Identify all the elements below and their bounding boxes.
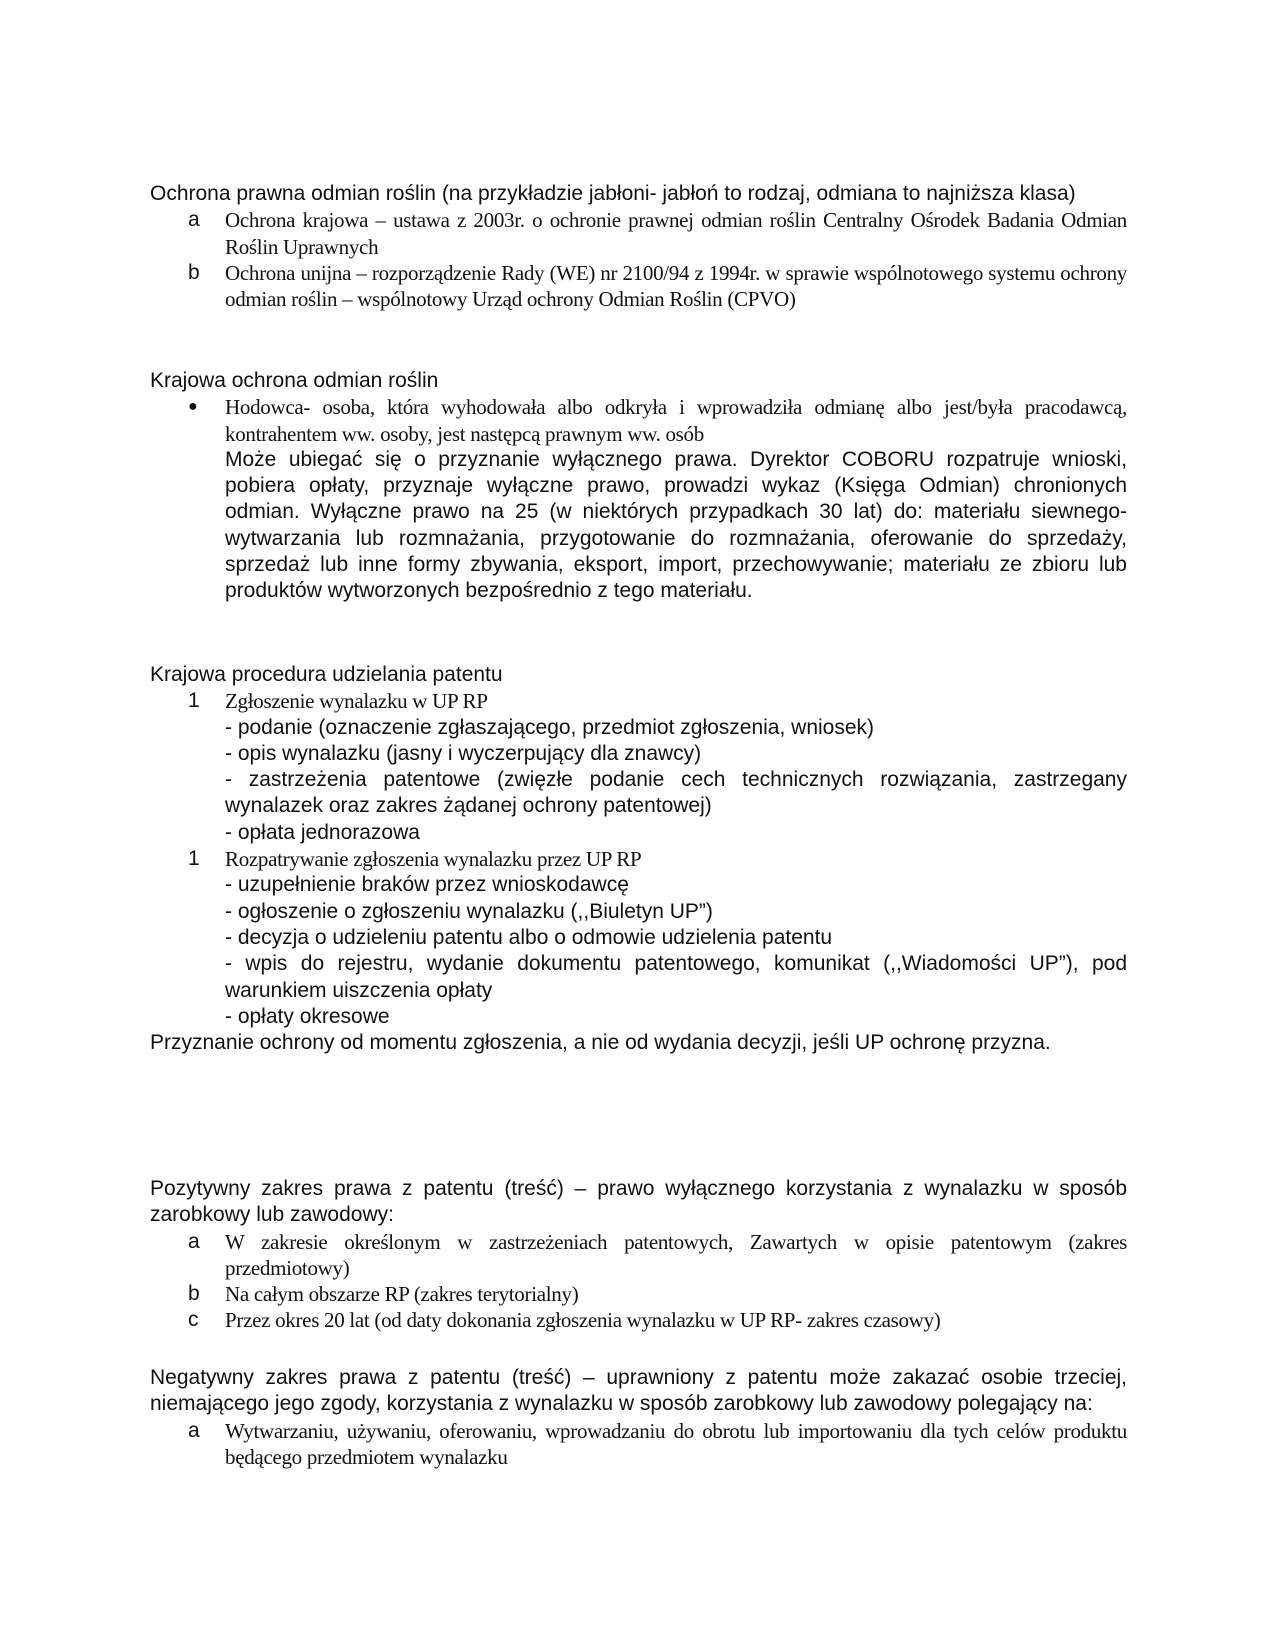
list-item-text: Wytwarzaniu, używaniu, oferowaniu, wprowadzaniu do obrotu lub importowaniu dla tych celów produktu będącego przedmiotem wynalazku xyxy=(225,1418,1127,1469)
section-national-protection xyxy=(150,368,1127,605)
list-item xyxy=(150,1307,1127,1333)
list-item-text: Ochrona krajowa – ustawa z 2003r. o ochronie prawnej odmian roślin Centralny Ośrodek Badania Odmian Roślin Uprawnych xyxy=(225,208,1127,259)
section-patent-procedure xyxy=(150,662,1127,1056)
step-line: - opis wynalazku (jasny i wyczerpujący dla znawcy) xyxy=(225,741,702,765)
step-line: - opłaty okresowe xyxy=(225,1004,390,1028)
closing-paragraph: Przyznanie ochrony od momentu zgłoszenia, a nie od wydania decyzji, jeśli UP ochronę przyzna. xyxy=(150,1031,1051,1055)
list-item xyxy=(150,1229,1127,1282)
list-item xyxy=(150,1281,1127,1307)
step-line: - opłata jednorazowa xyxy=(225,820,420,844)
step-title: Rozpatrywanie zgłoszenia wynalazku przez UP RP xyxy=(225,847,642,872)
step-line: - ogłoszenie o zgłoszeniu wynalazku (,,Biuletyn UP”) xyxy=(225,899,713,923)
procedure-step xyxy=(150,846,1127,1030)
bullet-icon: ● xyxy=(188,398,198,416)
list-marker: 1 xyxy=(188,847,200,871)
list-item xyxy=(150,260,1127,313)
section-heading: Krajowa procedura udzielania patentu xyxy=(150,663,503,686)
list-item-text: W zakresie określonym w zastrzeżeniach patentowych, Zawartych w opisie patentowym (zakres przedmiotowy) xyxy=(225,1229,1127,1280)
section-heading: Pozytywny zakres prawa z patentu (treść) – prawo wyłącznego korzystania z wynalazku w sposób zarobkowy lub zawodowy: xyxy=(150,1177,1127,1227)
list-marker: a xyxy=(188,208,200,232)
list-item xyxy=(150,1418,1127,1471)
procedure-step xyxy=(150,688,1127,846)
paragraph: Może ubiegać się o przyznanie wyłącznego prawa. Dyrektor COBORU rozpatruje wnioski, pobiera opłaty, przyznaje wyłączne prawo, prowadzi wykaz (Księga Odmian) chronionych odmian. Wyłączne prawo na 25 (w niektórych przypadkach 30 lat) do: materiału siewnego- wytwarzania lub rozmnażania, przygotowanie do rozmnażania, oferowanie do sprzedaży, sprzedaż lub inne formy zbywania, eksport, import, przechowywanie; materiału ze zbioru lub produktów wytworzonych bezpośrednio z tego materiału. xyxy=(225,447,1127,603)
section-negative-scope xyxy=(150,1365,1127,1470)
step-line: - podanie (oznaczenie zgłaszającego, przedmiot zgłoszenia, wniosek) xyxy=(225,715,875,739)
step-line: - decyzja o udzieleniu patentu albo o odmowie udzielenia patentu xyxy=(225,925,833,949)
list-marker: a xyxy=(188,1229,200,1253)
section-plant-variety-protection xyxy=(150,181,1127,312)
list-item xyxy=(150,394,1127,604)
list-item-text: Hodowca- osoba, która wyhodowała albo odkryła i wprowadziła odmianę albo jest/była pracodawcą, kontrahentem ww. osoby, jest następcą prawnym ww. osób xyxy=(225,395,1127,446)
step-line: - wpis do rejestru, wydanie dokumentu patentowego, komunikat (,,Wiadomości UP”), pod warunkiem uiszczenia opłaty xyxy=(225,952,1127,1002)
step-line: - uzupełnienie braków przez wnioskodawcę xyxy=(225,873,629,897)
step-line: - zastrzeżenia patentowe (zwięzłe podanie cech technicznych rozwiązania, zastrzegany wynalazek oraz zakres żądanej ochrony patentowej) xyxy=(225,768,1127,818)
list-marker: b xyxy=(188,1282,200,1306)
list-item-text: Ochrona unijna – rozporządzenie Rady (WE) nr 2100/94 z 1994r. w sprawie wspólnotowego systemu ochrony odmian roślin – wspólnotowy Urząd ochrony Odmian Roślin (CPVO) xyxy=(225,260,1127,312)
list-item xyxy=(150,207,1127,260)
list-marker: b xyxy=(188,260,200,284)
list-marker: a xyxy=(188,1418,200,1442)
list-marker: c xyxy=(188,1308,199,1332)
section-heading: Krajowa ochrona odmian roślin xyxy=(150,369,439,392)
section-positive-scope xyxy=(150,1176,1127,1334)
list-item-text: Na całym obszarze RP (zakres terytorialny) xyxy=(225,1282,579,1307)
step-title: Zgłoszenie wynalazku w UP RP xyxy=(225,689,488,714)
list-item-text: Przez okres 20 lat (od daty dokonania zgłoszenia wynalazku w UP RP- zakres czasowy) xyxy=(225,1308,941,1333)
section-heading: Negatywny zakres prawa z patentu (treść) – uprawniony z patentu może zakazać osobie trzeciej, niemającego jego zgody, korzystania z wynalazku w sposób zarobkowy lub zawodowy polegający na: xyxy=(150,1366,1127,1416)
section-heading: Ochrona prawna odmian roślin (na przykładzie jabłoni- jabłoń to rodzaj, odmiana to najniższa klasa) xyxy=(150,182,1076,205)
list-marker: 1 xyxy=(188,689,200,713)
